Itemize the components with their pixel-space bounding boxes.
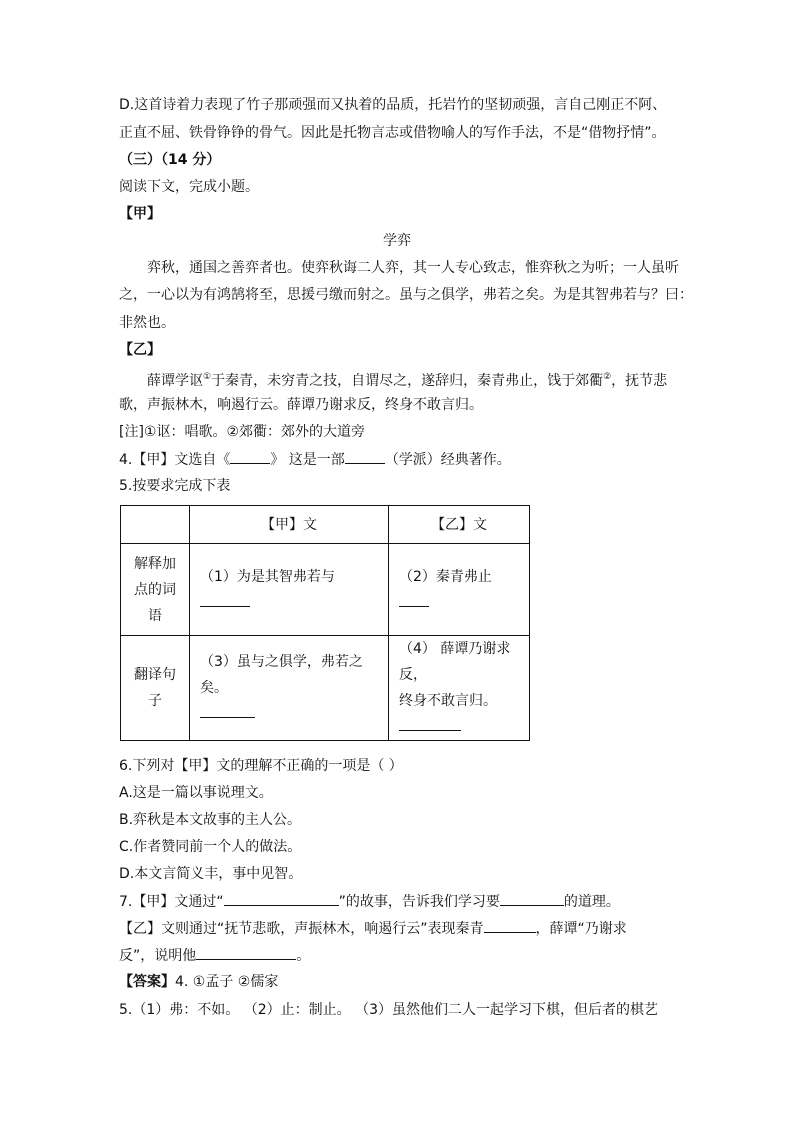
jia-text-line-1: 弈秋，通国之善弈者也。使弈秋诲二人弈，其一人专心致志，惟弈秋之为听；一人虽听 [147,260,679,276]
row-label-line: 解释加 [134,555,176,572]
option-c: C.作者赞同前一个人的做法。 [119,839,302,855]
answer-blank[interactable] [399,592,429,607]
row-label-line: 语 [148,607,162,624]
table-cell [389,544,530,636]
answer-line-5: 5.（1）弗：不如。 （2）止：制止。 （3）虽然他们二人一起学习下棋，但后者的棋艺 [119,1002,658,1018]
footnote-marker: ② [603,372,612,382]
q7-text: ，薛谭“乃谢求 [535,921,627,937]
answer-blank[interactable] [399,716,461,731]
answer-blank[interactable] [224,891,339,906]
yi-label: 【乙】 [119,342,161,358]
jia-text-line-3: 非然也。 [119,315,175,331]
answer-blank[interactable] [484,918,536,933]
q4-text: 》 这是一部 [270,452,345,468]
table-header-cell: 【乙】文 [389,506,530,544]
q4-text: 4.【甲】文选自《 [119,452,231,468]
table-row [121,636,530,741]
cell-text: （3）虽与之俱学，弗若之矣。 [200,654,363,696]
option-a: A.这是一篇以事说理文。 [119,785,273,801]
yi-text-segment: 于秦青，未穷青之技，自谓尽之，遂辞归，秦青弗止，饯于郊衢 [211,373,604,389]
q7-text: 【乙】文则通过“抚节悲歌，声振林木，响遏行云”表现秦青 [119,921,484,937]
table-header-row [121,506,530,544]
table-cell [190,544,389,636]
question-7-line-1 [119,891,620,912]
q7-text: ”的故事，告诉我们学习要 [338,894,500,910]
answer-line-4 [119,972,278,992]
table-row [121,544,530,636]
table-header-cell [121,506,190,544]
row-label [121,544,190,636]
answer-table [120,505,530,741]
answer-blank[interactable] [345,449,385,464]
q7-text: 反”，说明他 [119,948,197,964]
answer-blank[interactable] [200,703,255,718]
q7-text: 的道理。 [563,894,620,910]
yi-text-segment: 薛谭学讴 [147,373,203,389]
passage-title: 学弈 [383,233,411,249]
table-header-cell: 【甲】文 [190,506,389,544]
answer-text: 4. ①孟子 ②儒家 [175,974,279,990]
q7-text: 。 [296,948,311,964]
q4-text: （学派）经典著作。 [384,452,511,468]
row-label-line: 点的词 [134,581,176,598]
row-label [121,636,190,741]
section-heading: （三）（14 分） [119,152,221,168]
cell-text: （2）秦青弗止 [399,568,492,585]
table-cell [190,636,389,741]
answer-blank-line [399,714,519,740]
row-label-line: 子 [148,693,162,709]
answer-blank-line [200,701,378,727]
q7-text: 7.【甲】文通过“ [119,894,224,910]
yi-text-line-2: 歌，声振林木，响遏行云。薛谭乃谢求反，终身不敢言归。 [119,397,483,413]
row-label-line: 翻译句 [134,667,176,683]
cell-text: 终身不敢言归。 [399,693,497,709]
question-5: 5.按要求完成下表 [119,478,231,494]
cell-text: （1）为是其智弗若与 [200,568,335,585]
answer-blank[interactable] [200,592,250,607]
cell-text: （4） 薛谭乃谢求反， [399,641,511,683]
instruction: 阅读下文，完成小题。 [119,179,259,195]
option-d-line-2: 正直不屈、铁骨铮铮的骨气。因此是托物言志或借物喻人的写作手法，不是“借物抒情”。 [119,125,666,141]
footnote: [注]①讴：唱歌。②郊衢：郊外的大道旁 [119,424,366,440]
option-d-line-1: D.这首诗着力表现了竹子那顽强而又执着的品质，托岩竹的坚韧顽强，言自己刚正不阿、 [119,97,667,113]
table-cell [389,636,530,741]
question-7-line-3 [119,945,310,966]
yi-text-line-1 [147,367,667,391]
yi-text-segment: ，抚节悲 [611,373,668,389]
jia-label: 【甲】 [119,206,161,222]
question-4 [119,449,511,470]
question-6: 6.下列对【甲】文的理解不正确的一项是（ ） [119,758,403,774]
answer-blank[interactable] [230,449,270,464]
question-7-line-2 [119,918,627,939]
answer-label: 【答案】 [119,974,175,990]
option-b: B.弈秋是本文故事的主人公。 [119,812,302,828]
answer-blank[interactable] [196,945,296,960]
answer-blank[interactable] [500,891,564,906]
jia-text-line-2: 之，一心以为有鸿鹄将至，思援弓缴而射之。虽与之俱学，弗若之矣。为是其智弗若与？曰： [119,287,693,303]
footnote-marker: ① [203,372,212,382]
option-d: D.本文言简义丰，事中见智。 [119,866,303,882]
